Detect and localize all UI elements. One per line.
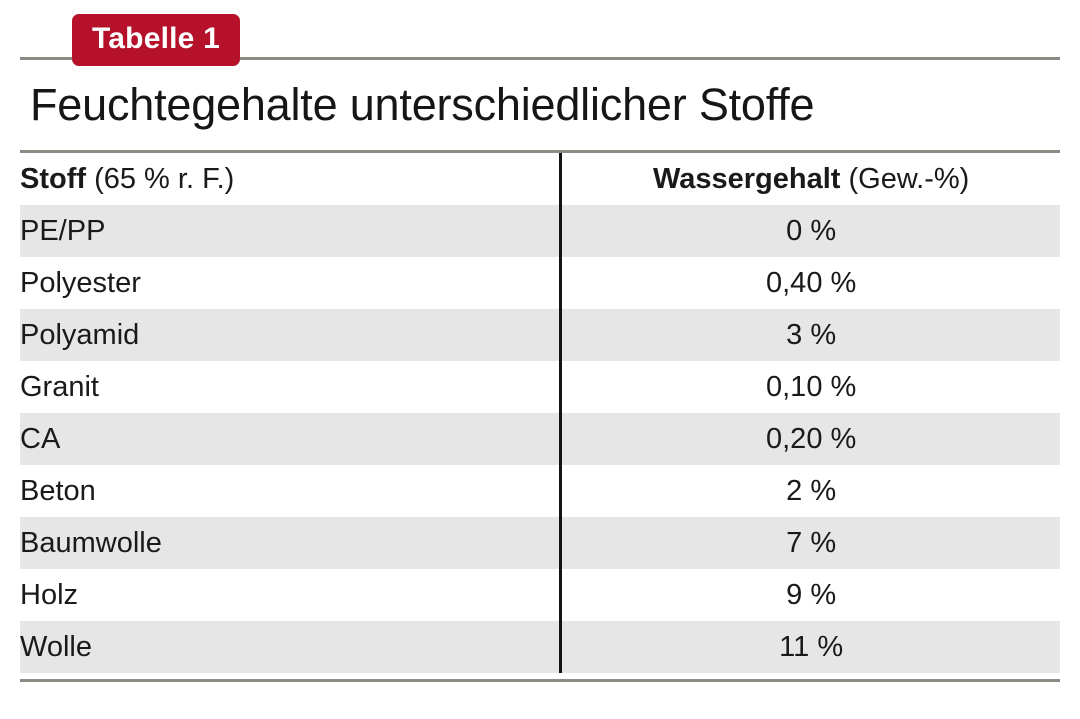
table-header-row	[20, 153, 1060, 205]
table-row	[20, 517, 1060, 569]
column-header-wassergehalt-strong: Wassergehalt	[652, 162, 841, 195]
cell-wassergehalt: 3 %	[561, 309, 1060, 361]
table-body	[20, 205, 1060, 673]
cell-wassergehalt: 0,40 %	[561, 257, 1060, 309]
cell-stoff: Baumwolle	[20, 517, 561, 569]
column-header-wassergehalt-note: (Gew.-%)	[840, 162, 970, 195]
table-header	[20, 153, 1060, 205]
cell-stoff: Polyamid	[20, 309, 561, 361]
cell-wassergehalt: 0 %	[561, 205, 1060, 257]
figure-badge: Tabelle 1	[72, 14, 240, 66]
cell-stoff: CA	[20, 413, 561, 465]
cell-wassergehalt: 11 %	[561, 621, 1060, 673]
column-header-stoff-strong: Stoff	[20, 162, 87, 195]
cell-stoff: Wolle	[20, 621, 561, 673]
cell-stoff: Beton	[20, 465, 561, 517]
table-row	[20, 309, 1060, 361]
table-row	[20, 361, 1060, 413]
page-title: Feuchtegehalte unterschiedlicher Stoffe	[30, 79, 815, 130]
table-row	[20, 569, 1060, 621]
cell-stoff: Polyester	[20, 257, 561, 309]
cell-stoff: Granit	[20, 361, 561, 413]
cell-stoff: PE/PP	[20, 205, 561, 257]
table-row	[20, 205, 1060, 257]
figure-header	[14, 0, 1066, 68]
cell-wassergehalt: 7 %	[561, 517, 1060, 569]
table-row	[20, 257, 1060, 309]
bottom-divider	[20, 679, 1060, 682]
column-header-stoff	[20, 153, 561, 205]
data-table	[20, 153, 1060, 673]
cell-wassergehalt: 2 %	[561, 465, 1060, 517]
table-row	[20, 465, 1060, 517]
cell-wassergehalt: 0,10 %	[561, 361, 1060, 413]
cell-wassergehalt: 0,20 %	[561, 413, 1060, 465]
table-row	[20, 621, 1060, 673]
cell-stoff: Holz	[20, 569, 561, 621]
column-header-stoff-note: (65 % r. F.)	[86, 162, 235, 195]
table-row	[20, 413, 1060, 465]
cell-wassergehalt: 9 %	[561, 569, 1060, 621]
column-header-wassergehalt	[561, 153, 1060, 205]
